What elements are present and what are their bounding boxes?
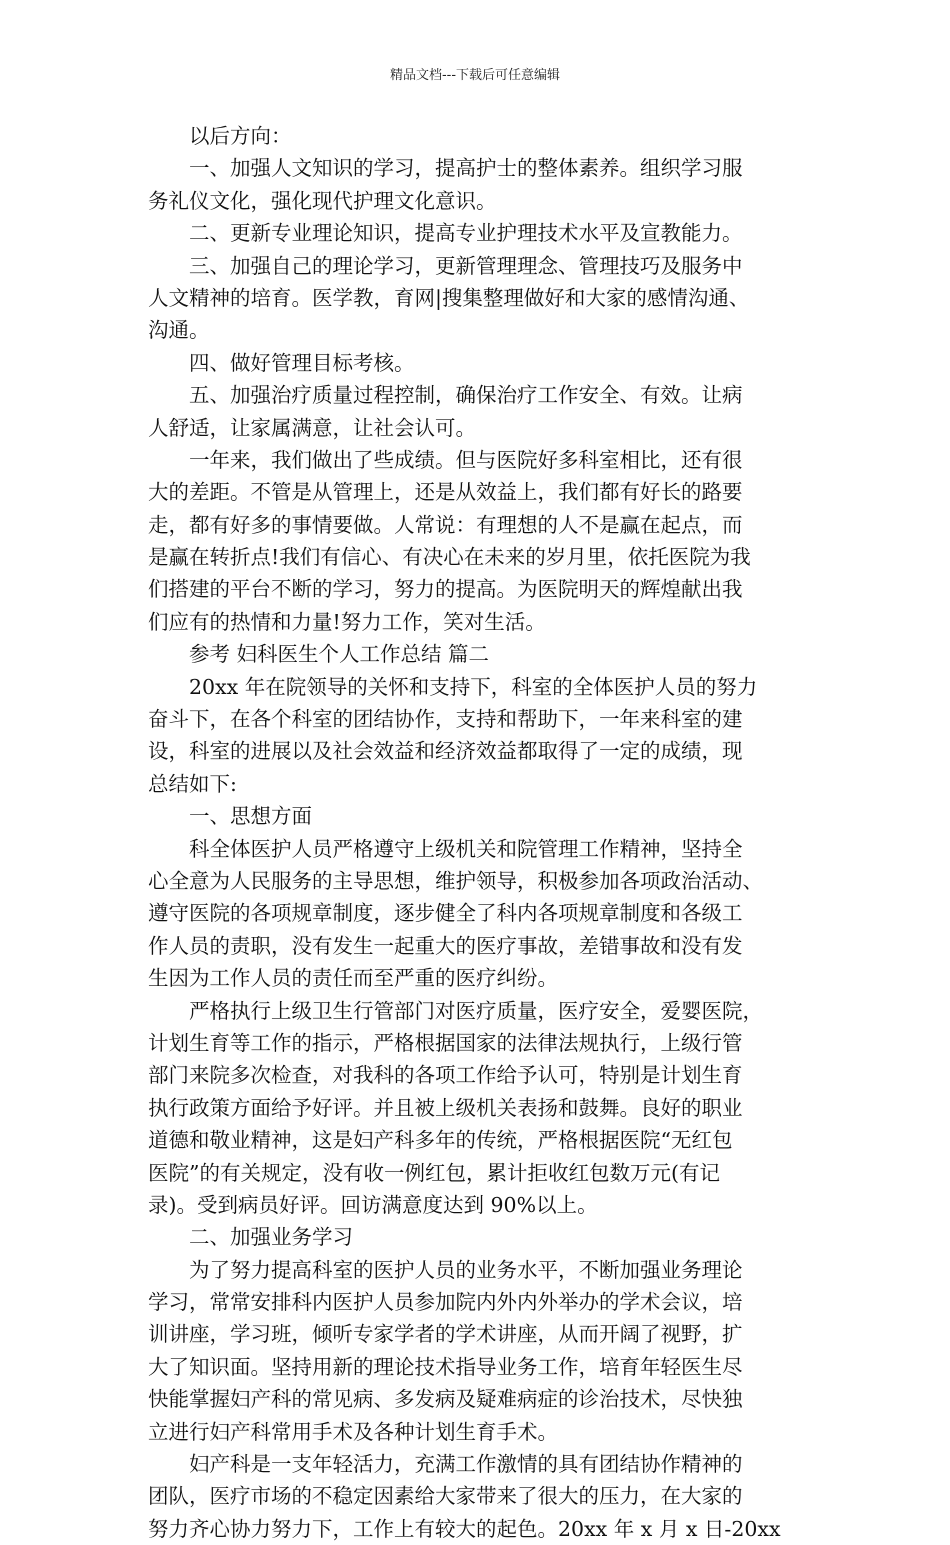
text-line: 学习，常常安排科内医护人员参加院内外内外举办的学术会议，培 [148, 1290, 743, 1315]
text-line: 们搭建的平台不断的学习，努力的提高。为医院明天的辉煌献出我 [148, 577, 743, 602]
text-line: 二、加强业务学习 [189, 1225, 353, 1250]
text-line: 录)。受到病员好评。回访满意度达到 90%以上。 [148, 1192, 598, 1217]
text-line: 参考 妇科医生个人工作总结 篇二 [189, 642, 490, 667]
text-line: 妇产科是一支年轻活力，充满工作激情的具有团结协作精神的 [189, 1452, 743, 1477]
text-line: 立进行妇产科常用手术及各种计划生育手术。 [148, 1419, 558, 1444]
text-line: 训讲座，学习班，倾听专家学者的学术讲座，从而开阔了视野，扩 [148, 1322, 743, 1347]
text-line: 作人员的责职，没有发生一起重大的医疗事故，差错事故和没有发 [148, 933, 743, 958]
text-line: 是赢在转折点!我们有信心、有决心在未来的岁月里，依托医院为我 [148, 545, 751, 570]
text-line: 务礼仪文化，强化现代护理文化意识。 [148, 188, 497, 213]
text-line: 道德和敬业精神，这是妇产科多年的传统，严格根据医院“无红包 [148, 1128, 733, 1153]
document-body [148, 120, 808, 1545]
text-line: 执行政策方面给予好评。并且被上级机关表扬和鼓舞。良好的职业 [148, 1095, 743, 1120]
text-line: 沟通。 [148, 318, 210, 343]
text-line: 遵守医院的各项规章制度，逐步健全了科内各项规章制度和各级工 [148, 901, 743, 926]
text-line: 为了努力提高科室的医护人员的业务水平，不断加强业务理论 [189, 1257, 743, 1282]
text-line: 一、思想方面 [189, 804, 312, 829]
text-line: 部门来院多次检查，对我科的各项工作给予认可，特别是计划生育 [148, 1063, 743, 1088]
text-line: 心全意为人民服务的主导思想，维护领导，积极参加各项政治活动、 [148, 868, 763, 893]
text-line: 人舒适，让家属满意，让社会认可。 [148, 415, 476, 440]
text-line: 大了知识面。坚持用新的理论技术指导业务工作，培育年轻医生尽 [148, 1354, 743, 1379]
text-line: 一年来，我们做出了些成绩。但与医院好多科室相比，还有很 [189, 447, 743, 472]
text-line: 四、做好管理目标考核。 [189, 350, 415, 375]
text-line: 三、加强自己的理论学习，更新管理理念、管理技巧及服务中 [189, 253, 743, 278]
text-line: 团队，医疗市场的不稳定因素给大家带来了很大的压力，在大家的 [148, 1484, 743, 1509]
text-line: 大的差距。不管是从管理上，还是从效益上，我们都有好长的路要 [148, 480, 743, 505]
text-line: 二、更新专业理论知识，提高专业护理技术水平及宣教能力。 [189, 221, 743, 246]
text-line: 五、加强治疗质量过程控制，确保治疗工作安全、有效。让病 [189, 383, 743, 408]
text-line: 医院”的有关规定，没有收一例红包，累计拒收红包数万元(有记 [148, 1160, 720, 1185]
text-line: 设，科室的进展以及社会效益和经济效益都取得了一定的成绩，现 [148, 739, 743, 764]
text-line: 计划生育等工作的指示，严格根据国家的法律法规执行，上级行管 [148, 1030, 743, 1055]
text-line: 以后方向： [189, 124, 292, 148]
text-line: 努力齐心协力努力下，工作上有较大的起色。20xx 年 x 月 x 日-20xx [148, 1516, 781, 1541]
text-line: 严格执行上级卫生行管部门对医疗质量，医疗安全，爱婴医院， [189, 998, 763, 1023]
text-line: 科全体医护人员严格遵守上级机关和院管理工作精神，坚持全 [189, 836, 743, 861]
text-line: 一、加强人文知识的学习，提高护士的整体素养。组织学习服 [189, 156, 743, 181]
text-line: 生因为工作人员的责任而至严重的医疗纠纷。 [148, 966, 558, 991]
page-header: 精品文档---下载后可任意编辑 [389, 68, 561, 83]
text-line: 总结如下: [148, 771, 237, 796]
text-line: 奋斗下，在各个科室的团结协作，支持和帮助下，一年来科室的建 [148, 707, 743, 732]
text-line: 们应有的热情和力量!努力工作，笑对生活。 [148, 609, 546, 634]
text-line: 走，都有好多的事情要做。人常说：有理想的人不是赢在起点，而 [148, 512, 743, 537]
text-line: 人文精神的培育。医学教，育网|搜集整理做好和大家的感情沟通、 [148, 285, 750, 310]
text-line: 快能掌握妇产科的常见病、多发病及疑难病症的诊治技术，尽快独 [148, 1387, 743, 1412]
text-line: 20xx 年在院领导的关怀和支持下，科室的全体医护人员的努力 [189, 674, 758, 699]
